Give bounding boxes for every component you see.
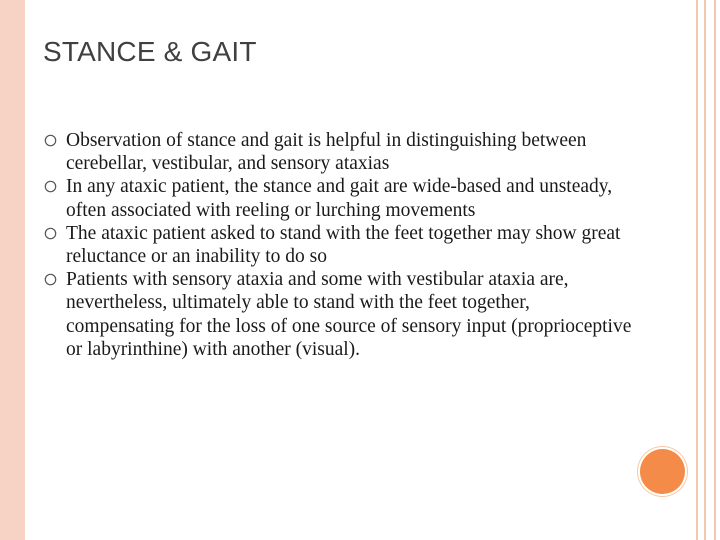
bullet-text: Observation of stance and gait is helpful in distinguishing between cerebellar, vestibular, and sensory ataxias [66, 130, 587, 175]
bullet-item [42, 222, 632, 268]
bullet-text: The ataxic patient asked to stand with the feet together may show great reluctance or an inability to do so [66, 222, 621, 268]
bullet-text: Patients with sensory ataxia and some with vestibular ataxia are, nevertheless, ultimately able to stand with the feet together, compensating for the loss of one source of sensory input (proprioceptive or labyrinthine) with another (visual). [66, 269, 632, 360]
open-circle-icon [44, 227, 57, 240]
right-decorative-line [714, 0, 716, 540]
right-decorative-line [704, 0, 706, 540]
bullet-list [42, 129, 632, 361]
bullet-item [42, 129, 632, 175]
bullet-item [42, 268, 632, 361]
bullet-text: In any ataxic patient, the stance and gait are wide-based and unsteady, often associated with reeling or lurching movements [66, 176, 613, 221]
orange-circle-decoration [640, 449, 685, 494]
right-decorative-line [696, 0, 698, 540]
bullet-item [42, 175, 632, 221]
open-circle-icon [44, 134, 57, 147]
left-decorative-band [0, 0, 25, 540]
open-circle-icon [44, 180, 57, 193]
slide-title: STANCE & GAIT [43, 36, 257, 67]
open-circle-icon [44, 273, 57, 286]
